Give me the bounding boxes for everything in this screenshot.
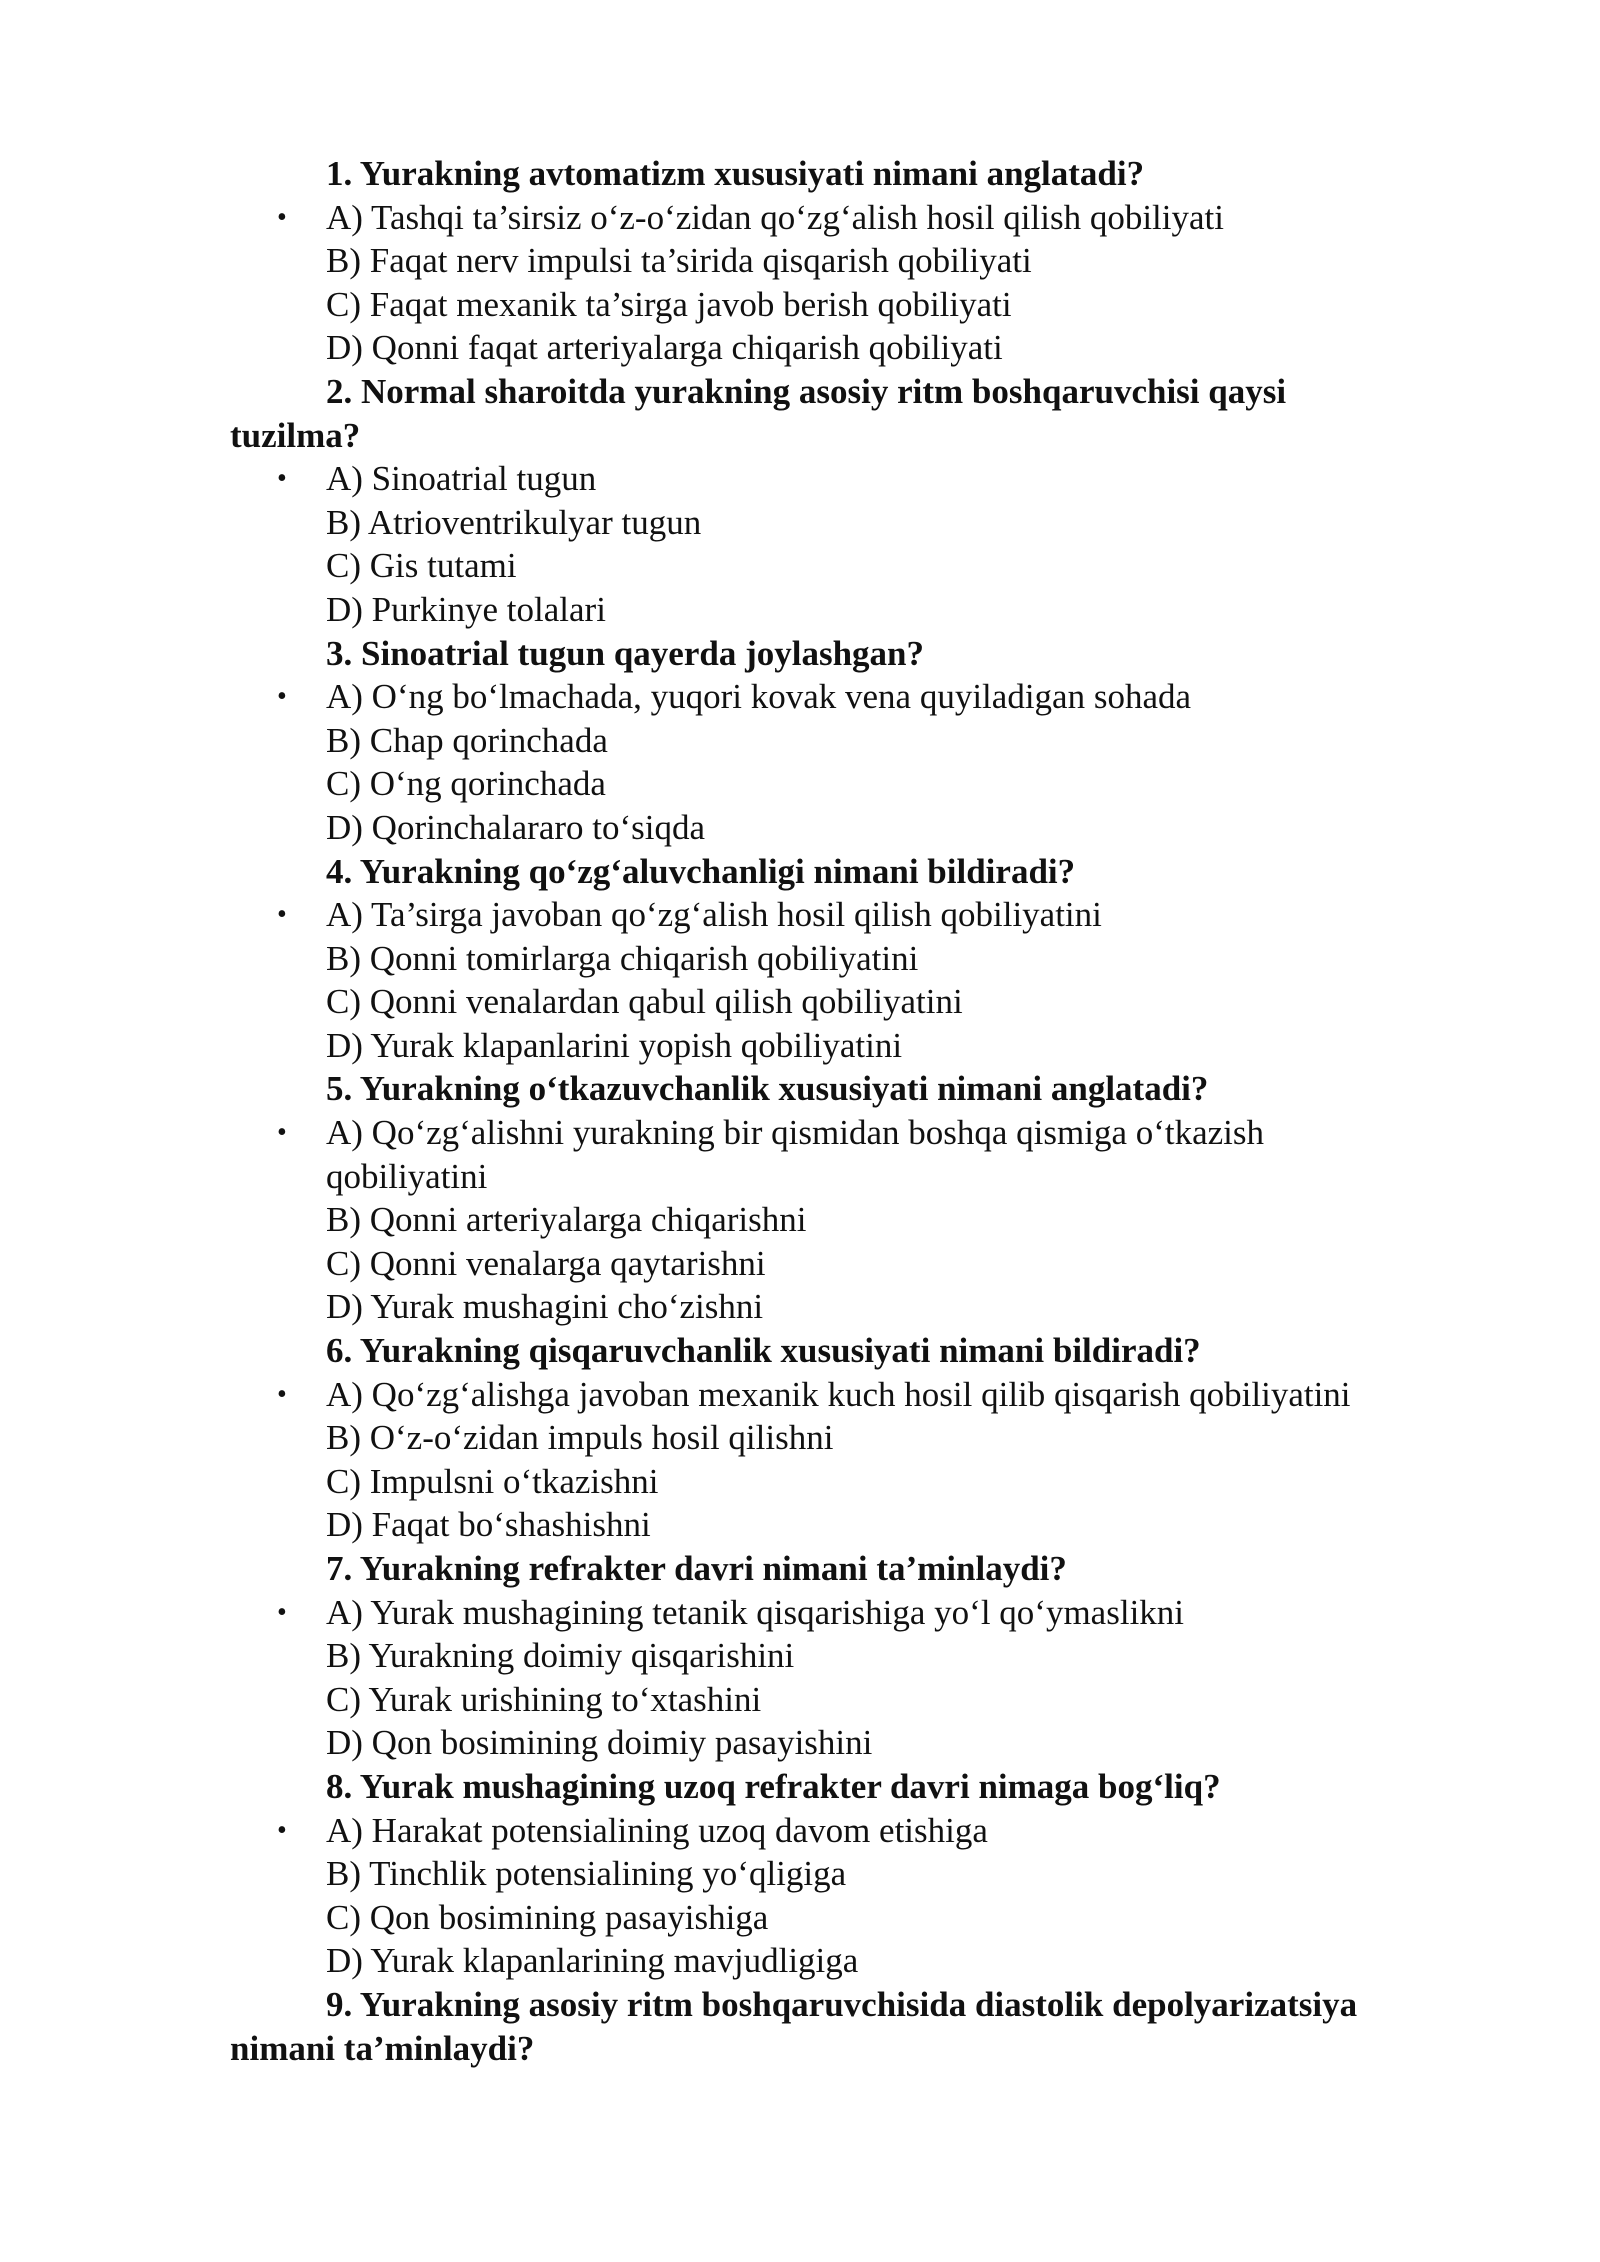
- question-text: 6. Yurakning qisqaruvchanlik xususiyati nimani bildiradi?: [326, 1331, 1201, 1371]
- bullet-icon: •: [277, 1596, 287, 1628]
- quiz-document: [0, 152, 1600, 2070]
- option-text: D) Faqat bo‘shashishni: [326, 1505, 651, 1545]
- answer-option: [0, 1852, 1600, 1896]
- answer-option: [0, 1242, 1600, 1286]
- answer-option: [0, 1285, 1600, 1329]
- option-text: A) Sinoatrial tugun: [326, 459, 597, 499]
- answer-option: [0, 1416, 1600, 1460]
- question-text: 8. Yurak mushagining uzoq refrakter davri nimaga bog‘liq?: [326, 1766, 1221, 1806]
- bullet-icon: •: [277, 1117, 287, 1149]
- bullet-icon: •: [277, 201, 287, 233]
- answer-option: [0, 544, 1600, 588]
- bullet-icon: •: [277, 463, 287, 495]
- bullet-icon: •: [277, 1814, 287, 1846]
- answer-option: [0, 1460, 1600, 1504]
- answer-option: [0, 326, 1600, 370]
- option-text: D) Yurak klapanlarini yopish qobiliyatini: [326, 1025, 903, 1065]
- answer-option: [0, 196, 1600, 240]
- answer-option: [0, 501, 1600, 545]
- answer-option: [0, 1198, 1600, 1242]
- answer-option: [0, 588, 1600, 632]
- option-text: B) Qonni arteriyalarga chiqarishni: [326, 1200, 807, 1240]
- option-text: C) Qonni venalardan qabul qilish qobiliyatini: [326, 982, 963, 1022]
- option-text: C) O‘ng qorinchada: [326, 764, 606, 804]
- question-block: [0, 152, 1600, 370]
- option-text: C) Gis tutami: [326, 546, 517, 586]
- answer-option: [0, 1503, 1600, 1547]
- option-text: A) Ta’sirga javoban qo‘zg‘alish hosil qilish qobiliyatini: [326, 895, 1102, 935]
- option-text: A) Tashqi ta’sirsiz o‘z-o‘zidan qo‘zg‘alish hosil qilish qobiliyati: [326, 197, 1224, 237]
- option-text: A) Qo‘zg‘alishni yurakning bir qismidan boshqa qismiga o‘tkazish: [326, 1113, 1265, 1153]
- question-text: 4. Yurakning qo‘zg‘aluvchanligi nimani bildiradi?: [326, 851, 1076, 891]
- option-text: D) Yurak klapanlarining mavjudligiga: [326, 1941, 859, 1981]
- option-text: D) Purkinye tolalari: [326, 589, 606, 629]
- answer-option-continued: [0, 1155, 1600, 1199]
- option-text: B) O‘z-o‘zidan impuls hosil qilishni: [326, 1418, 834, 1458]
- answer-option: [0, 1721, 1600, 1765]
- answer-option: [0, 1373, 1600, 1417]
- question-text: 5. Yurakning o‘tkazuvchanlik xususiyati nimani anglatadi?: [326, 1069, 1209, 1109]
- bullet-icon: •: [277, 681, 287, 713]
- answer-option: [0, 893, 1600, 937]
- question-text: 1. Yurakning avtomatizm xususiyati nimani anglatadi?: [326, 154, 1145, 193]
- question-text-continued: tuzilma?: [230, 415, 361, 455]
- option-text: B) Tinchlik potensialining yo‘qligiga: [326, 1854, 847, 1894]
- answer-option: [0, 1024, 1600, 1068]
- option-text: C) Impulsni o‘tkazishni: [326, 1461, 659, 1501]
- question-text: 3. Sinoatrial tugun qayerda joylashgan?: [326, 633, 925, 673]
- option-text: B) Chap qorinchada: [326, 720, 608, 760]
- question-text-continued: nimani ta’minlaydi?: [230, 2028, 535, 2068]
- question-block: [0, 1547, 1600, 1765]
- answer-option: [0, 1591, 1600, 1635]
- question-block: [0, 1983, 1600, 2070]
- answer-option: [0, 1809, 1600, 1853]
- option-text: D) Yurak mushagini cho‘zishni: [326, 1287, 764, 1327]
- question-block: [0, 850, 1600, 1068]
- answer-option: [0, 457, 1600, 501]
- option-text: C) Yurak urishining to‘xtashini: [326, 1679, 762, 1719]
- option-text: C) Faqat mexanik ta’sirga javob berish qobiliyati: [326, 284, 1012, 324]
- option-text: A) O‘ng bo‘lmachada, yuqori kovak vena quyiladigan sohada: [326, 677, 1192, 717]
- bullet-icon: •: [277, 899, 287, 931]
- answer-option: [0, 806, 1600, 850]
- question-block: [0, 632, 1600, 850]
- option-text: B) Faqat nerv impulsi ta’sirida qisqarish qobiliyati: [326, 241, 1032, 281]
- answer-option: [0, 239, 1600, 283]
- question-block: [0, 1329, 1600, 1547]
- option-text: A) Harakat potensialining uzoq davom etishiga: [326, 1810, 988, 1850]
- option-text: B) Yurakning doimiy qisqarishini: [326, 1636, 795, 1676]
- answer-option: [0, 1111, 1600, 1155]
- answer-option: [0, 762, 1600, 806]
- answer-option: [0, 719, 1600, 763]
- question-block: [0, 1067, 1600, 1329]
- option-text: C) Qon bosimining pasayishiga: [326, 1897, 769, 1937]
- option-text: A) Qo‘zg‘alishga javoban mexanik kuch hosil qilib qisqarish qobiliyatini: [326, 1374, 1351, 1414]
- option-text: B) Qonni tomirlarga chiqarish qobiliyatini: [326, 938, 919, 978]
- question-text: 9. Yurakning asosiy ritm boshqaruvchisida diastolik depolyarizatsiya: [326, 1984, 1358, 2024]
- answer-option: [0, 937, 1600, 981]
- answer-option: [0, 675, 1600, 719]
- answer-option: [0, 1896, 1600, 1940]
- option-text: D) Qorinchalararo to‘siqda: [326, 807, 706, 847]
- answer-option: [0, 1678, 1600, 1722]
- bullet-icon: •: [277, 1378, 287, 1410]
- option-text: C) Qonni venalarga qaytarishni: [326, 1243, 766, 1283]
- question-text: 2. Normal sharoitda yurakning asosiy ritm boshqaruvchisi qaysi: [326, 371, 1287, 411]
- answer-option: [0, 980, 1600, 1024]
- answer-option: [0, 1634, 1600, 1678]
- option-text: qobiliyatini: [326, 1156, 488, 1196]
- question-text: 7. Yurakning refrakter davri nimani ta’minlaydi?: [326, 1549, 1067, 1588]
- answer-option: [0, 1939, 1600, 1983]
- option-text: D) Qon bosimining doimiy pasayishini: [326, 1723, 873, 1763]
- question-block: [0, 370, 1600, 632]
- question-block: [0, 1765, 1600, 1983]
- option-text: D) Qonni faqat arteriyalarga chiqarish qobiliyati: [326, 328, 1003, 368]
- option-text: A) Yurak mushagining tetanik qisqarishiga yo‘l qo‘ymaslikni: [326, 1592, 1185, 1632]
- answer-option: [0, 283, 1600, 327]
- option-text: B) Atrioventrikulyar tugun: [326, 502, 702, 542]
